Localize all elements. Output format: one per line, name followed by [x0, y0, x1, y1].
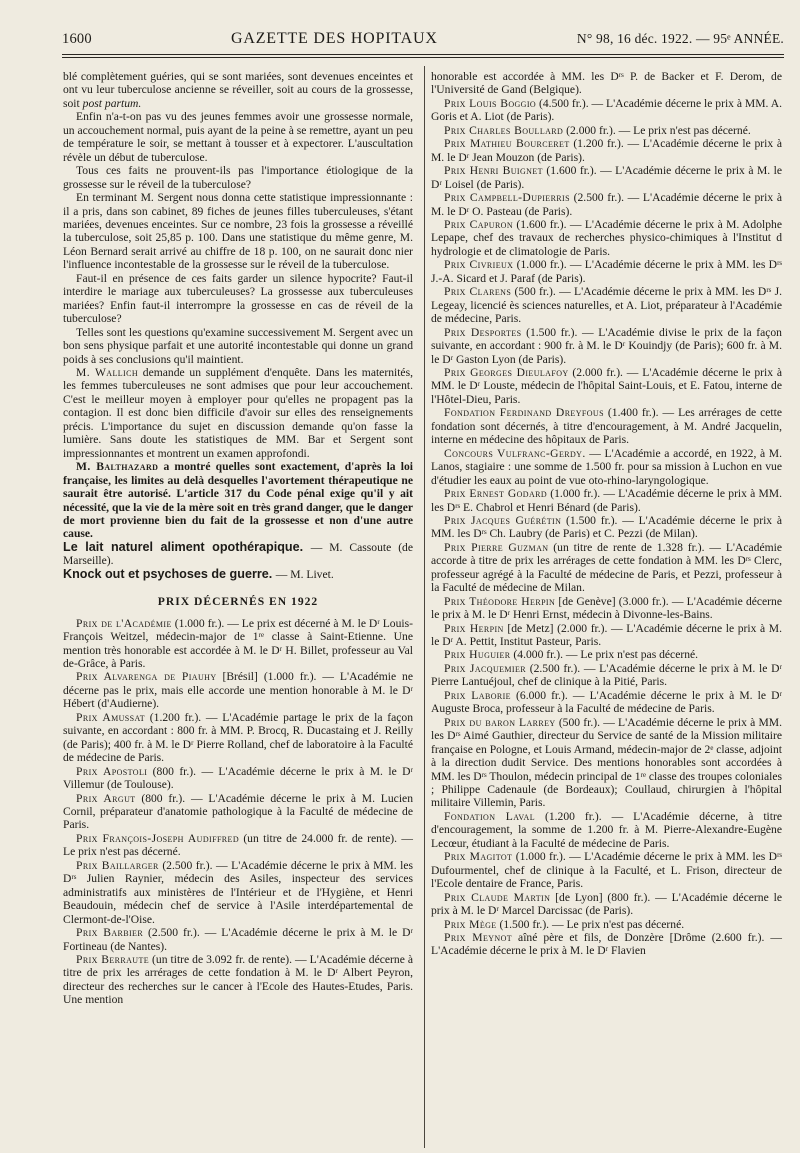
- prize-text: (4.000 fr.). — Le prix n'est pas décerné.: [510, 648, 699, 662]
- prize-text: (1.200 fr.). — L'Académie décerne le prix à M. le Dʳ Jean Mouzon (de Paris).: [431, 137, 782, 164]
- prize-name: Prix Amussat: [76, 710, 146, 724]
- paragraph: En terminant M. Sergent nous donna cette statistique impressionnante : il a pris, dans son cabinet, 89 fiches de jeunes filles tuberculeuses, s'étant mariées, devenues enceintes. Sur ce nombre, 23 fois la grossesse a réveillé la tuberculose, soit 25,85 p. 100. Dans une statistique du même genre, M. Léon Bernard serait arrivé au chiffre de 18 p. 100, on ne saurait donc nier l'influence incontestable de la grossesse sur le réveil de la tuberculose.: [63, 191, 413, 272]
- prize-text: (1.400 fr.). — Les arrérages de cette fondation sont décernés, à titre d'encouragement, à M. André Jacquelin, interne en médecine des hôpitaux de Paris.: [431, 406, 782, 447]
- prize-entry: [431, 406, 782, 446]
- issue-info: N° 98, 16 déc. 1922. — 95ᵉ ANNÉE.: [576, 31, 784, 46]
- prize-entry: [431, 97, 782, 124]
- prize-text: (1.600 fr.). — L'Académie décerne le prix à M. le Dʳ Loisel (de Paris).: [431, 164, 782, 191]
- section-title: PRIX DÉCERNÉS EN 1922: [157, 595, 319, 609]
- prize-text: (1.500 fr.). — Le prix n'est pas décerné.: [496, 917, 685, 931]
- prize-text: [Brésil] (1.000 fr.). — L'Académie ne décerne pas le prix, mais elle accorde une mention honorable à M. le Dʳ Hébert (d'Audierne).: [63, 670, 413, 711]
- prize-name: Prix Charles Boullard: [444, 123, 564, 137]
- prize-name: Prix Henri Buignet: [444, 164, 543, 178]
- prize-name: Prix Mège: [444, 917, 497, 931]
- prize-list: [431, 97, 782, 958]
- prize-name: Prix Barbier: [76, 926, 144, 940]
- prize-name: Prix Meynot: [444, 931, 513, 944]
- prize-name: Prix François-Joseph Audiffred: [76, 831, 239, 845]
- prize-entry: [431, 514, 782, 541]
- prize-text: (2.500 fr.). — L'Académie décerne le prix à M. le Dʳ Fortineau (de Nantes).: [63, 926, 413, 953]
- prize-list: [63, 617, 413, 1007]
- prize-name: Prix Desportes: [444, 325, 522, 339]
- paragraph: Tous ces faits ne prouvent-ils pas l'importance étiologique de la grossesse sur le réveil de la tuberculose?: [63, 164, 413, 191]
- prize-text: (1.000 fr.). — L'Académie décerne le prix à MM. les Dʳˢ Dufourmentel, chef de clinique à la Faculté, et L. Frison, directeur de l'Ecole dentaire de France, Paris.: [431, 850, 782, 891]
- prize-entry: [63, 926, 413, 953]
- prize-text: (2.000 fr.). — L'Académie décerne le prix à MM. le Dʳ Louste, médecin de l'hôpital Saint-Louis, et E. Fatou, interne de l'Hôtel-Dieu, Paris.: [431, 365, 782, 406]
- prize-text: (2.500 fr.). — L'Académie décerne le prix à M. le Dʳ Pierre Lantuéjoul, chef de clinique à la Pitié, Paris.: [431, 661, 782, 689]
- left-column: [63, 70, 413, 1007]
- prize-entry: [431, 137, 782, 164]
- prize-entry: [431, 366, 782, 406]
- prize-text: [de Metz] (2.000 fr.). — L'Académie décerne le prix à M. le Dʳ A. Pettit, Institut Pasteur, Paris.: [431, 621, 783, 649]
- prize-name: Prix du baron Larrey: [444, 715, 556, 729]
- prize-name: Prix Argut: [76, 791, 136, 805]
- prize-entry: [431, 622, 782, 649]
- prize-name: Prix Huguier: [444, 648, 511, 662]
- prize-name: Prix Claude Martin: [444, 890, 551, 904]
- column-separator: [424, 66, 425, 1148]
- prize-text: (1.600 fr.). — L'Académie décerne le prix à M. Adolphe Lepape, chef des travaux de recherches physico-chimiques à l'Institut d hydrologie et de climatologie de Paris.: [431, 217, 782, 258]
- prize-name: Fondation Laval: [444, 809, 535, 823]
- prize-entry: [431, 124, 782, 137]
- prize-name: Prix de l'Académie: [76, 616, 172, 630]
- prize-text: [de Genève] (3.000 fr.). — L'Académie décerne le prix à M. le Dʳ Henri Ernst, médecin à Divonne-les-Bains.: [431, 594, 782, 622]
- prize-text: (un titre de 3.092 fr. de rente). — L'Académie décerne à titre de prix les arrérages de cette fondation à M. le Dʳ Albert Peyron, directeur des recherches sur le cancer à l'Ecole des Hautes-Etudes, Paris. Une mention: [63, 953, 413, 1007]
- prize-text: (1.200 fr.). — L'Académie partage le prix de la façon suivante, en accordant : 800 fr. à MM. P. Brocq, R. Ducastaing et J. Reilly (de Paris); 400 fr. à M. le Dʳ Pierre Rolland, chef de laboratoire à la Faculté de médecine de Paris.: [63, 710, 413, 765]
- prize-name: Prix Capuron: [444, 217, 514, 231]
- prize-text: (1.000 fr.). — Le prix est décerné à M. le Dʳ Louis-François Weitzel, médecin-major de 1ʳᵉ classe à Saint-Etienne. Une mention très honorable est accordée à M. le Dʳ H. Billet, professeur au Val de-Grâce, à Paris.: [63, 616, 413, 671]
- prize-entry: [63, 765, 413, 792]
- prize-text: (2.000 fr.). — Le prix n'est pas décerné.: [563, 123, 751, 137]
- prize-entry: [431, 648, 782, 661]
- prize-name: Prix Apostoli: [76, 764, 148, 778]
- prize-entry: [431, 164, 782, 191]
- prize-entry: [431, 918, 782, 931]
- prize-name: Fondation Ferdinand Dreyfous: [444, 406, 604, 420]
- right-column: [431, 70, 782, 958]
- prize-entry: [431, 716, 782, 810]
- prize-entry: [63, 670, 413, 710]
- prize-text: (4.500 fr.). — L'Académie décerne le prix à MM. A. Goris et A. Liot (de Paris).: [431, 96, 782, 124]
- prize-entry: [431, 447, 782, 487]
- paragraph: Enfin n'a-t-on pas vu des jeunes femmes avoir une grossesse normale, un accouchement normal, puis ayant de la peine à se remettre, ayant un peu de température le soir, se mettant à tousser et à expectorer. L'auscultation révèle un début de tuberculose.: [63, 110, 413, 164]
- prize-text: (6.000 fr.). — L'Académie décerne le prix à M. le Dʳ Auguste Broca, professeur à la Faculté de médecine de Paris.: [431, 688, 782, 716]
- prize-name: Prix Berraute: [76, 953, 150, 966]
- paragraph: M. Balthazard a montré quelles sont exactement, d'après la loi française, les limites au delà desquelles l'avortement thérapeutique ne saurait être autorisé. L'article 317 du Code pénal exige qu'il y ait nécessité, que la vie de la mère soit en très grand danger, que le danger de mort provienne bien du fait de la grossesse et non d'une autre cause.: [63, 460, 413, 541]
- prize-text: — L'Académie a accordé, en 1922, à M. Lanos, stagiaire : une somme de 1.500 fr. pour sa mission à Luchon en vue d'étudier les eaux au point de vue oto-rhino-laryngologique.: [431, 446, 782, 487]
- prize-name: Prix Baillarger: [76, 858, 159, 872]
- page-number: 1600: [62, 31, 92, 47]
- prize-name: Prix Georges Dieulafoy: [444, 365, 569, 379]
- prize-name: Prix Louis Boggio: [444, 96, 537, 110]
- prize-entry: [431, 689, 782, 716]
- prize-name: Prix Jacques Guérétin: [444, 513, 562, 527]
- prize-entry: [431, 487, 782, 514]
- prize-text: (800 fr.). — L'Académie décerne le prix à M. Lucien Cornil, préparateur d'anatomie pathologique à la Faculté de médecine de Paris.: [63, 791, 413, 832]
- topic-heading: Le lait naturel aliment opothérapique. — M. Cassoute (de Marseille).: [63, 539, 414, 568]
- paragraph: Telles sont les questions qu'examine successivement M. Sergent avec un bon sens physique parfait et une autorité incontestable qui donne un grand poids à ses conclusions qu'il maintient.: [63, 325, 413, 366]
- paragraph: M. Wallich demande un supplément d'enquête. Dans les maternités, les femmes tuberculeuses ne sont admises que pour leur accouchement. C'est le meilleur moyen à employer pour qu'elles ne propagent pas la contagion. Il est donc bien difficile d'avoir sur elles des renseignements précis. L'importance du sujet en discussion demande qu'on fasse la lumière. Sans doute les statistiques de MM. Bar et Sergent sont impressionnantes et montrent un examen approfondi.: [63, 365, 413, 460]
- prize-text: (500 fr.). — L'Académie décerne le prix à MM. les Dʳˢ Aimé Gauthier, directeur du Service de santé de la Mission militaire française en Pologne, et Louis Armand, médecin-major de 2ᵉ classe, adjoint à la direction dudit Service. Des mentions honorables sont accordées à MM. les Dʳˢ Thoulon, médecin principal de 1ʳᵉ classe des troupes coloniales ; Philippe Cadenaule (de Bordeaux); Coullaud, chirurgien à l'hôpital militaire Villemin, Paris.: [431, 715, 782, 810]
- prize-entry: [431, 810, 782, 850]
- prize-text: (1.200 fr.). — L'Académie décerne, à titre d'encouragement, la somme de 1.200 fr. à M. Pierre-Alexandre-Eugène Lecœur, étudiant à la Faculté de médecine de Paris.: [431, 809, 783, 850]
- prize-name: Prix Pierre Guzman: [444, 540, 549, 554]
- prize-text: (1.000 fr.). — L'Académie décerne le prix à MM. les Dʳˢ E. Chabrol et Henri Bénard (de Paris).: [431, 487, 782, 514]
- prize-name: Prix Magitot: [444, 850, 513, 864]
- prize-text: (1.500 fr.). — L'Académie décerne le prix à MM. les Dʳˢ Ch. Laubry (de Paris) et C. Pezzi (de Milan).: [431, 513, 782, 541]
- paragraph: Faut-il en présence de ces faits garder un silence hypocrite? Faut-il interdire le mariage aux tuberculeuses? La grossesse aux tuberculeuses mariées? Enfin faut-il interrompre la grossesse en cas de réveil de la tuberculose?: [63, 271, 413, 326]
- prize-name: Prix Civrieux: [444, 258, 514, 272]
- prize-name: Prix Alvarenga de Piauhy: [76, 670, 217, 684]
- prize-entry: [63, 711, 413, 765]
- prize-text: (1.500 fr.). — L'Académie divise le prix de la façon suivante, en accordant : 900 fr. à M. le Dʳ Kouindjy (de Paris); 600 fr. à M. le Dʳ Gaston Lyon (de Paris).: [431, 325, 782, 366]
- prize-text: (500 fr.). — L'Académie décerne le prix à MM. les Dʳˢ J. Legeay, licencié ès sciences naturelles, et A. Liot, préparateur à l'Académie de médecine, Paris.: [431, 285, 782, 326]
- header-rule: [62, 54, 784, 55]
- prize-text: (2.500 fr.). — L'Académie décerne le prix à MM. les Dʳˢ Julien Raynier, médecin des Asiles, inspecteur des services administratifs aux ministères de l'Intérieur et de l'Hygiène, et Henri Beaudouin, médecin chef de service à l'Asile interdépartemental de Clermont-de-l'Oise.: [63, 858, 413, 926]
- prize-text: (un titre de 24.000 fr. de rente). — Le prix n'est pas décerné.: [63, 831, 413, 859]
- prize-entry: [63, 953, 413, 1007]
- header-rule-thin: [62, 57, 784, 58]
- prize-name: Prix Mathieu Bourceret: [444, 137, 570, 151]
- prize-entry: [63, 617, 413, 671]
- prize-name: Prix Théodore Herpin: [444, 594, 556, 608]
- journal-title: GAZETTE DES HOPITAUX: [231, 30, 438, 47]
- prize-name: Prix Jacquemier: [444, 661, 527, 675]
- prize-entry: [431, 541, 782, 595]
- prize-entry: [431, 258, 782, 285]
- prize-name: Prix Clarens: [444, 285, 512, 299]
- paragraph: honorable est accordée à MM. les Dʳˢ P. de Backer et F. Derom, de l'Université de Gand (Belgique).: [431, 70, 782, 97]
- prize-entry: [431, 285, 782, 325]
- prize-entry: [63, 792, 413, 832]
- prize-name: Concours Vulfranc-Gerdy.: [444, 446, 586, 460]
- prize-entry: [63, 832, 413, 859]
- prize-name: Prix Ernest Godard: [444, 487, 548, 501]
- prize-text: (2.500 fr.). — L'Académie décerne le prix à M. le Dʳ O. Pasteau (de Paris).: [431, 191, 782, 218]
- prize-text: (1.000 fr.). — L'Académie décerne le prix à MM. les Dʳˢ J.-A. Sicard et J. Paraf (de Paris).: [431, 258, 782, 285]
- prize-text: (800 fr.). — L'Académie décerne le prix à M. le Dʳ Villemur (de Toulouse).: [63, 764, 413, 792]
- prize-text: (un titre de rente de 1.328 fr.). — L'Académie accorde à titre de prix les arrérages de cette fondation à MM. les Dʳˢ Clerc, professeur agrégé à la Faculté de médecine de Paris, et Pezzi, professeur à la Faculté de médecine de Milan.: [431, 540, 782, 595]
- prize-entry: [431, 891, 782, 918]
- topic-heading: Knock out et psychoses de guerre. — M. Livet.: [63, 566, 334, 581]
- prize-text: aîné père et fils, de Donzère [Drôme (2.600 fr.). — L'Académie décerne le prix à M. le Dʳ Flavien: [431, 931, 782, 958]
- prize-entry: [431, 850, 782, 890]
- prize-entry: [431, 218, 782, 258]
- prize-name: Prix Campbell-Dupierris: [444, 191, 570, 205]
- prize-entry: [431, 595, 782, 622]
- paragraph: blé complètement guéries, qui se sont mariées, sont devenues enceintes et ont vu leur tuberculose ancienne se réveiller, soit au cours de la grossesse, soit post partum.: [63, 70, 413, 110]
- prize-entry: [431, 662, 782, 689]
- prize-entry: [431, 191, 782, 218]
- page-header: [62, 30, 784, 52]
- prize-name: Prix Laborie: [444, 688, 511, 702]
- prize-text: [de Lyon] (800 fr.). — L'Académie décerne le prix à M. le Dʳ Marcel Darcissac (de Paris).: [431, 890, 782, 918]
- prize-entry: [431, 931, 782, 958]
- prize-name: Prix Herpin: [444, 621, 504, 635]
- prize-entry: [431, 326, 782, 366]
- prize-entry: [63, 859, 413, 926]
